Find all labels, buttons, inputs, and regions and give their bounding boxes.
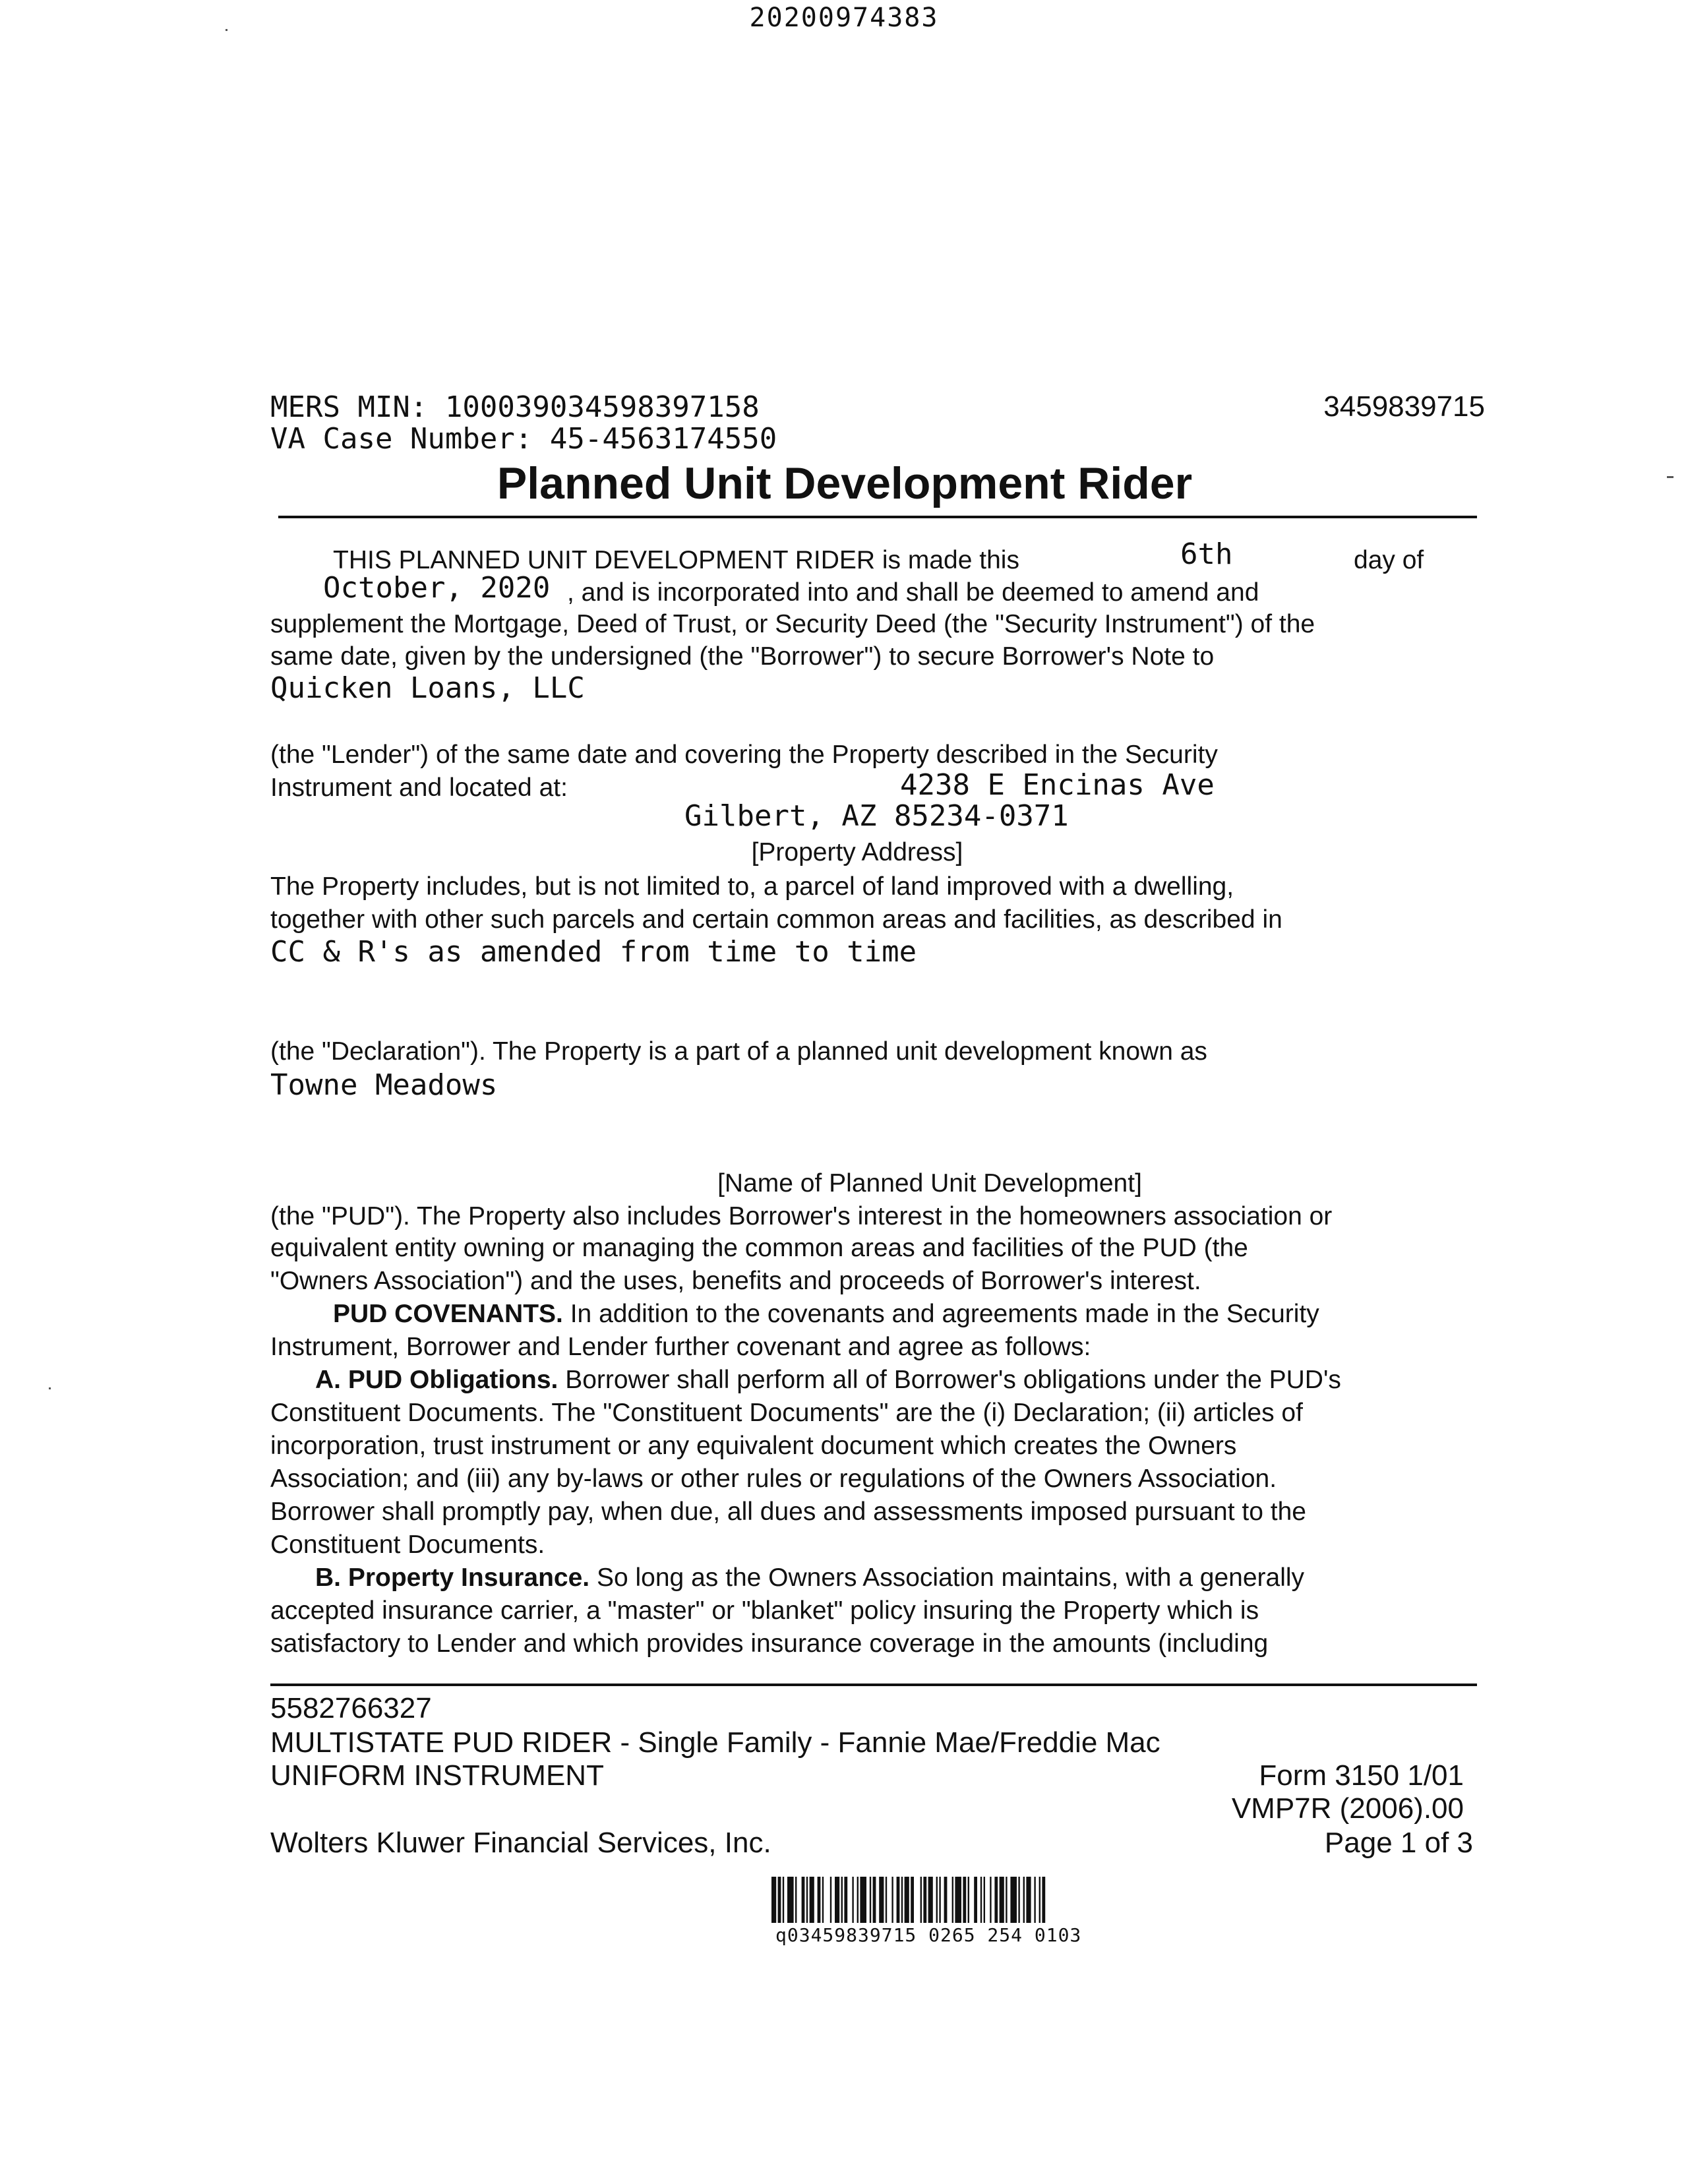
pud-line: (the "PUD"). The Property also includes Borrower's interest in the homeowners association or bbox=[270, 1202, 1333, 1230]
pud-line: "Owners Association") and the uses, benefits and proceeds of Borrower's interest. bbox=[270, 1267, 1201, 1295]
intro-line: THIS PLANNED UNIT DEVELOPMENT RIDER is made this bbox=[333, 546, 1019, 574]
section-a-line: Constituent Documents. The "Constituent Documents" are the (i) Declaration; (ii) articles of bbox=[270, 1399, 1303, 1427]
title-rule bbox=[278, 516, 1477, 518]
footer-vmp: VMP7R (2006).00 bbox=[1231, 1792, 1464, 1825]
section-b-line: accepted insurance carrier, a "master" or "blanket" policy insuring the Property which is bbox=[270, 1596, 1259, 1625]
intro-day-of: day of bbox=[1354, 546, 1424, 574]
footer-form-title: MULTISTATE PUD RIDER - Single Family - Fannie Mae/Freddie Mac bbox=[270, 1726, 1160, 1759]
pud-name-field: Towne Meadows bbox=[270, 1068, 498, 1102]
property-address-label: [Property Address] bbox=[751, 838, 963, 866]
property-address-line2: Gilbert, AZ 85234-0371 bbox=[684, 799, 1069, 833]
footer-form-number: Form 3150 1/01 bbox=[1259, 1759, 1464, 1792]
section-a-line: A. PUD Obligations. Borrower shall perform all of Borrower's obligations under the PUD's bbox=[315, 1366, 1341, 1394]
barcode-text: q03459839715 0265 254 0103 bbox=[775, 1924, 1082, 1946]
covenants-heading: PUD COVENANTS. bbox=[333, 1300, 563, 1328]
property-line: together with other such parcels and certain common areas and facilities, as described in bbox=[270, 905, 1282, 934]
scan-speck bbox=[1667, 476, 1673, 478]
covenants-line: PUD COVENANTS. In addition to the covenants and agreements made in the Security bbox=[333, 1300, 1319, 1328]
located-at-line: Instrument and located at: bbox=[270, 774, 568, 802]
footer-page-number: Page 1 of 3 bbox=[1324, 1827, 1473, 1859]
lender-line: (the "Lender") of the same date and covering the Property described in the Security bbox=[270, 741, 1218, 769]
footer-publisher: Wolters Kluwer Financial Services, Inc. bbox=[270, 1827, 771, 1859]
section-b-line: satisfactory to Lender and which provides insurance coverage in the amounts (including bbox=[270, 1629, 1269, 1658]
footer-rule bbox=[270, 1684, 1477, 1686]
intro-line: supplement the Mortgage, Deed of Trust, or Security Deed (the "Security Instrument") of the bbox=[270, 610, 1315, 638]
scan-speck bbox=[226, 29, 227, 31]
scan-speck bbox=[49, 1387, 51, 1389]
section-a-line: Borrower shall promptly pay, when due, all dues and assessments imposed pursuant to the bbox=[270, 1498, 1306, 1526]
barcode-icon bbox=[771, 1877, 1246, 1923]
section-b-heading: B. Property Insurance. bbox=[315, 1563, 590, 1592]
section-b-line: B. Property Insurance. So long as the Owners Association maintains, with a generally bbox=[315, 1563, 1305, 1592]
section-a-line: Constituent Documents. bbox=[270, 1531, 545, 1559]
section-a-line: incorporation, trust instrument or any equivalent document which creates the Owners bbox=[270, 1432, 1237, 1460]
property-address-line1: 4238 E Encinas Ave bbox=[900, 768, 1215, 802]
property-line: The Property includes, but is not limited to, a parcel of land improved with a dwelling, bbox=[270, 872, 1234, 901]
declaration-line: (the "Declaration"). The Property is a part of a planned unit development known as bbox=[270, 1037, 1207, 1066]
lender-field: Quicken Loans, LLC bbox=[270, 671, 585, 705]
loan-number: 3459839715 bbox=[1323, 390, 1485, 423]
day-field: 6th bbox=[1180, 537, 1233, 571]
declaration-field: CC & R's as amended from time to time bbox=[270, 935, 917, 969]
document-title: Planned Unit Development Rider bbox=[497, 458, 1193, 508]
pud-line: equivalent entity owning or managing the common areas and facilities of the PUD (the bbox=[270, 1234, 1248, 1262]
footer-uniform: UNIFORM INSTRUMENT bbox=[270, 1759, 604, 1792]
va-case-number: VA Case Number: 45-4563174550 bbox=[270, 422, 777, 456]
intro-line: same date, given by the undersigned (the "Borrower") to secure Borrower's Note to bbox=[270, 642, 1215, 671]
recording-number: 20200974383 bbox=[749, 3, 939, 33]
covenants-line: Instrument, Borrower and Lender further covenant and agree as follows: bbox=[270, 1333, 1091, 1361]
intro-line: , and is incorporated into and shall be deemed to amend and bbox=[567, 578, 1259, 607]
date-field: October, 2020 bbox=[323, 571, 551, 605]
section-a-heading: A. PUD Obligations. bbox=[315, 1366, 558, 1394]
pud-name-label: [Name of Planned Unit Development] bbox=[717, 1169, 1142, 1198]
section-a-line: Association; and (iii) any by-laws or other rules or regulations of the Owners Association. bbox=[270, 1465, 1277, 1493]
footer-doc-number: 5582766327 bbox=[270, 1692, 432, 1724]
mers-min: MERS MIN: 100039034598397158 bbox=[270, 390, 760, 424]
